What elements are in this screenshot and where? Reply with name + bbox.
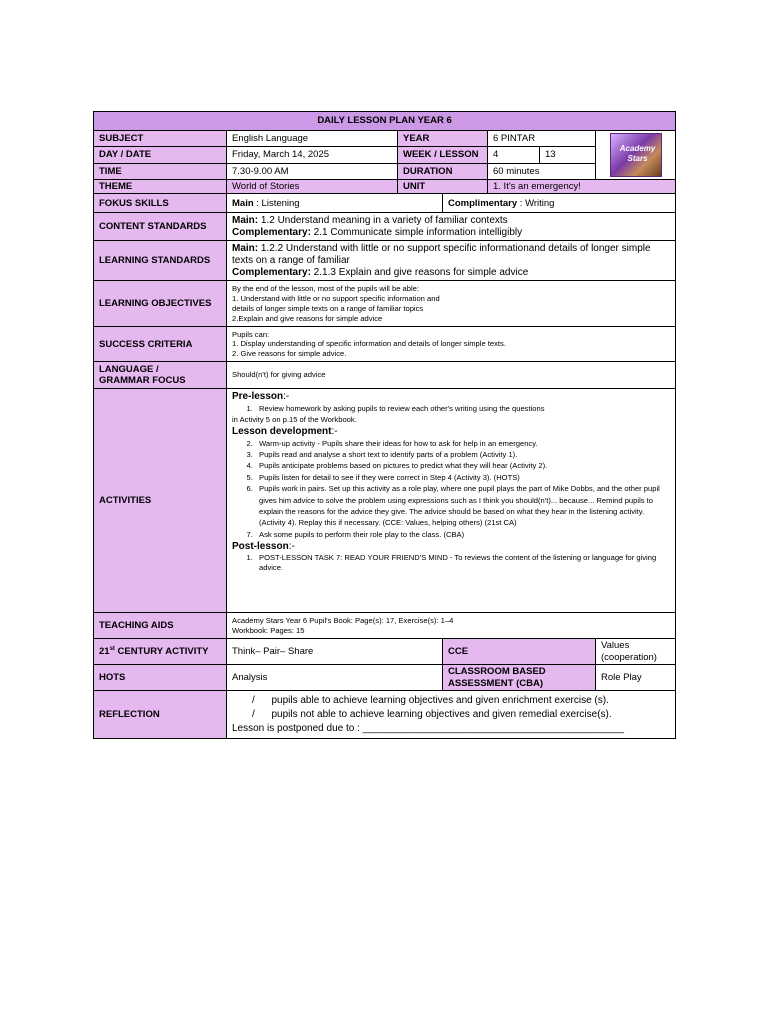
cba-label: CLASSROOM BASED ASSESSMENT (CBA) bbox=[443, 665, 596, 691]
ta-line: Academy Stars Year 6 Pupil's Book: Page(s): 17, Exercise(s): 1–4 bbox=[232, 616, 454, 626]
sc-line: 1. Display understanding of specific information and details of longer simple texts. bbox=[232, 339, 506, 349]
week-value: 4 bbox=[488, 147, 540, 163]
book-cover-image bbox=[610, 133, 662, 177]
sc-line: 2. Give reasons for simple advice. bbox=[232, 349, 347, 359]
day-date-value: Friday, March 14, 2025 bbox=[227, 147, 398, 163]
grammar-label-line1: LANGUAGE / bbox=[99, 364, 159, 375]
cce-value: Values (cooperation) bbox=[596, 639, 676, 665]
cs-comp-label: Complementary: bbox=[232, 226, 311, 238]
fokus-comp-value: : Writing bbox=[517, 197, 555, 209]
lesson-development-list bbox=[232, 438, 670, 541]
list-item: 4. Pupils anticipate problems based on pictures to predict what they will hear (Activity 2). bbox=[255, 460, 670, 471]
time-value: 7.30-9.00 AM bbox=[227, 163, 398, 179]
lo-line: 1. Understand with little or no support specific information and bbox=[232, 294, 440, 304]
ls-main-label: Main: bbox=[232, 242, 259, 254]
theme-label: THEME bbox=[94, 180, 227, 194]
unit-label: UNIT bbox=[398, 180, 488, 194]
century-activity-value: Think– Pair– Share bbox=[227, 639, 443, 665]
learning-objectives-label: LEARNING OBJECTIVES bbox=[94, 281, 227, 327]
pre-lesson-heading: Pre-lesson:- bbox=[232, 391, 290, 403]
pre-lesson-list bbox=[232, 403, 670, 414]
content-standards-label: CONTENT STANDARDS bbox=[94, 213, 227, 241]
fokus-complimentary bbox=[443, 194, 676, 213]
hots-value: Analysis bbox=[227, 665, 443, 691]
fokus-main-label: Main bbox=[232, 197, 254, 209]
cce-label: CCE bbox=[443, 639, 596, 665]
learning-standards-label: LEARNING STANDARDS bbox=[94, 241, 227, 281]
ls-comp-text: 2.1.3 Explain and give reasons for simple advice bbox=[310, 266, 529, 278]
theme-value: World of Stories bbox=[227, 180, 398, 194]
ls-main-text: 1.2.2 Understand with little or no support specific informationand details of longer simple texts on a range of familiar bbox=[232, 242, 651, 266]
book-cover-cell bbox=[596, 131, 676, 180]
post-lesson-heading: Post-lesson:- bbox=[232, 541, 295, 553]
lo-line: details of longer simple texts on a range of familiar topics bbox=[232, 303, 424, 313]
year-value: 6 PINTAR bbox=[488, 131, 596, 147]
activities-label: ACTIVITIES bbox=[94, 389, 227, 613]
post-lesson-list bbox=[232, 553, 670, 574]
fokus-skills-label: FOKUS SKILLS bbox=[94, 194, 227, 213]
page-title: DAILY LESSON PLAN YEAR 6 bbox=[94, 112, 676, 131]
reflection-postponed-line: Lesson is postponed due to : _______________________________________________ bbox=[232, 722, 625, 734]
subject-label: SUBJECT bbox=[94, 131, 227, 147]
list-item: 5. Pupils listen for detail to see if they were correct in Step 4 (Activity 3). (HOTS) bbox=[255, 472, 670, 483]
subject-value: English Language bbox=[227, 131, 398, 147]
lesson-plan-table bbox=[93, 111, 676, 739]
success-criteria-value bbox=[227, 327, 676, 362]
cs-main-text: 1.2 Understand meaning in a variety of familiar contexts bbox=[258, 214, 508, 226]
pre-lesson-continued: in Activity 5 on p.15 of the Workbook. bbox=[232, 414, 357, 424]
fokus-main-value: : Listening bbox=[253, 197, 300, 209]
reflection-line: / pupils able to achieve learning objectives and given enrichment exercise (s). bbox=[252, 694, 609, 706]
week-lesson-label: WEEK / LESSON bbox=[398, 147, 488, 163]
fokus-main bbox=[227, 194, 443, 213]
list-item: 7. Ask some pupils to perform their role play to the class. (CBA) bbox=[255, 529, 670, 540]
grammar-focus-label bbox=[94, 362, 227, 389]
success-criteria-label: SUCCESS CRITERIA bbox=[94, 327, 227, 362]
list-item: 3. Pupils read and analyse a short text to identify parts of a problem (Activity 1). bbox=[255, 449, 670, 460]
day-date-label: DAY / DATE bbox=[94, 147, 227, 163]
list-item: 1. POST-LESSON TASK 7: READ YOUR FRIEND'S MIND - To reviews the content of the listening or language for giving advice. bbox=[255, 553, 670, 574]
ta-line: Workbook: Pages: 15 bbox=[232, 625, 305, 635]
cba-value: Role Play bbox=[596, 665, 676, 691]
list-item: 2. Warm-up activity - Pupils share their ideas for how to ask for help in an emergency. bbox=[255, 438, 670, 449]
cs-comp-text: 2.1 Communicate simple information intelligibly bbox=[310, 226, 523, 238]
reflection-value bbox=[227, 691, 676, 739]
unit-value: 1. It's an emergency! bbox=[488, 180, 676, 194]
lo-line: By the end of the lesson, most of the pupils will be able: bbox=[232, 284, 419, 294]
learning-standards-value bbox=[227, 241, 676, 281]
activities-value bbox=[227, 389, 676, 613]
list-item: 6. Pupils work in pairs. Set up this activity as a role play, where one pupil plays the part of Mike Dobbs, and the other pupil gives him advice to solve the problem using expressions such as I think you should(n't)... because... Remind pupils to explain the reasons for the advice they give. The advice should be based on what they hear in the listening activity. (Activity 4). Replay this if necessary. (CCE: Values, helping others) (21st CA) bbox=[255, 483, 670, 529]
lesson-development-heading: Lesson development:- bbox=[232, 425, 338, 437]
list-item: 1. Review homework by asking pupils to review each other's writing using the questions bbox=[255, 403, 670, 414]
grammar-focus-value: Should(n't) for giving advice bbox=[227, 362, 676, 389]
book-cover-text: Academy Stars bbox=[619, 144, 656, 163]
content-standards-value bbox=[227, 213, 676, 241]
reflection-line: / pupils not able to achieve learning objectives and given remedial exercise(s). bbox=[252, 708, 612, 720]
reflection-mark: / bbox=[252, 708, 255, 720]
teaching-aids-label: TEACHING AIDS bbox=[94, 613, 227, 639]
year-label: YEAR bbox=[398, 131, 488, 147]
fokus-comp-label: Complimentary bbox=[448, 197, 518, 209]
century-activity-label: 21st CENTURY ACTIVITY bbox=[94, 639, 227, 665]
learning-objectives-value bbox=[227, 281, 676, 327]
ls-comp-label: Complementary: bbox=[232, 266, 311, 278]
lesson-value: 13 bbox=[540, 147, 596, 163]
sc-line: Pupils can: bbox=[232, 329, 270, 339]
cs-main-label: Main: bbox=[232, 214, 259, 226]
hots-label: HOTS bbox=[94, 665, 227, 691]
teaching-aids-value bbox=[227, 613, 676, 639]
reflection-mark: / bbox=[252, 694, 255, 706]
reflection-label: REFLECTION bbox=[94, 691, 227, 739]
duration-value: 60 minutes bbox=[488, 163, 596, 179]
time-label: TIME bbox=[94, 163, 227, 179]
grammar-label-line2: GRAMMAR FOCUS bbox=[99, 375, 186, 387]
lo-line: 2.Explain and give reasons for simple advice bbox=[232, 313, 383, 323]
duration-label: DURATION bbox=[398, 163, 488, 179]
